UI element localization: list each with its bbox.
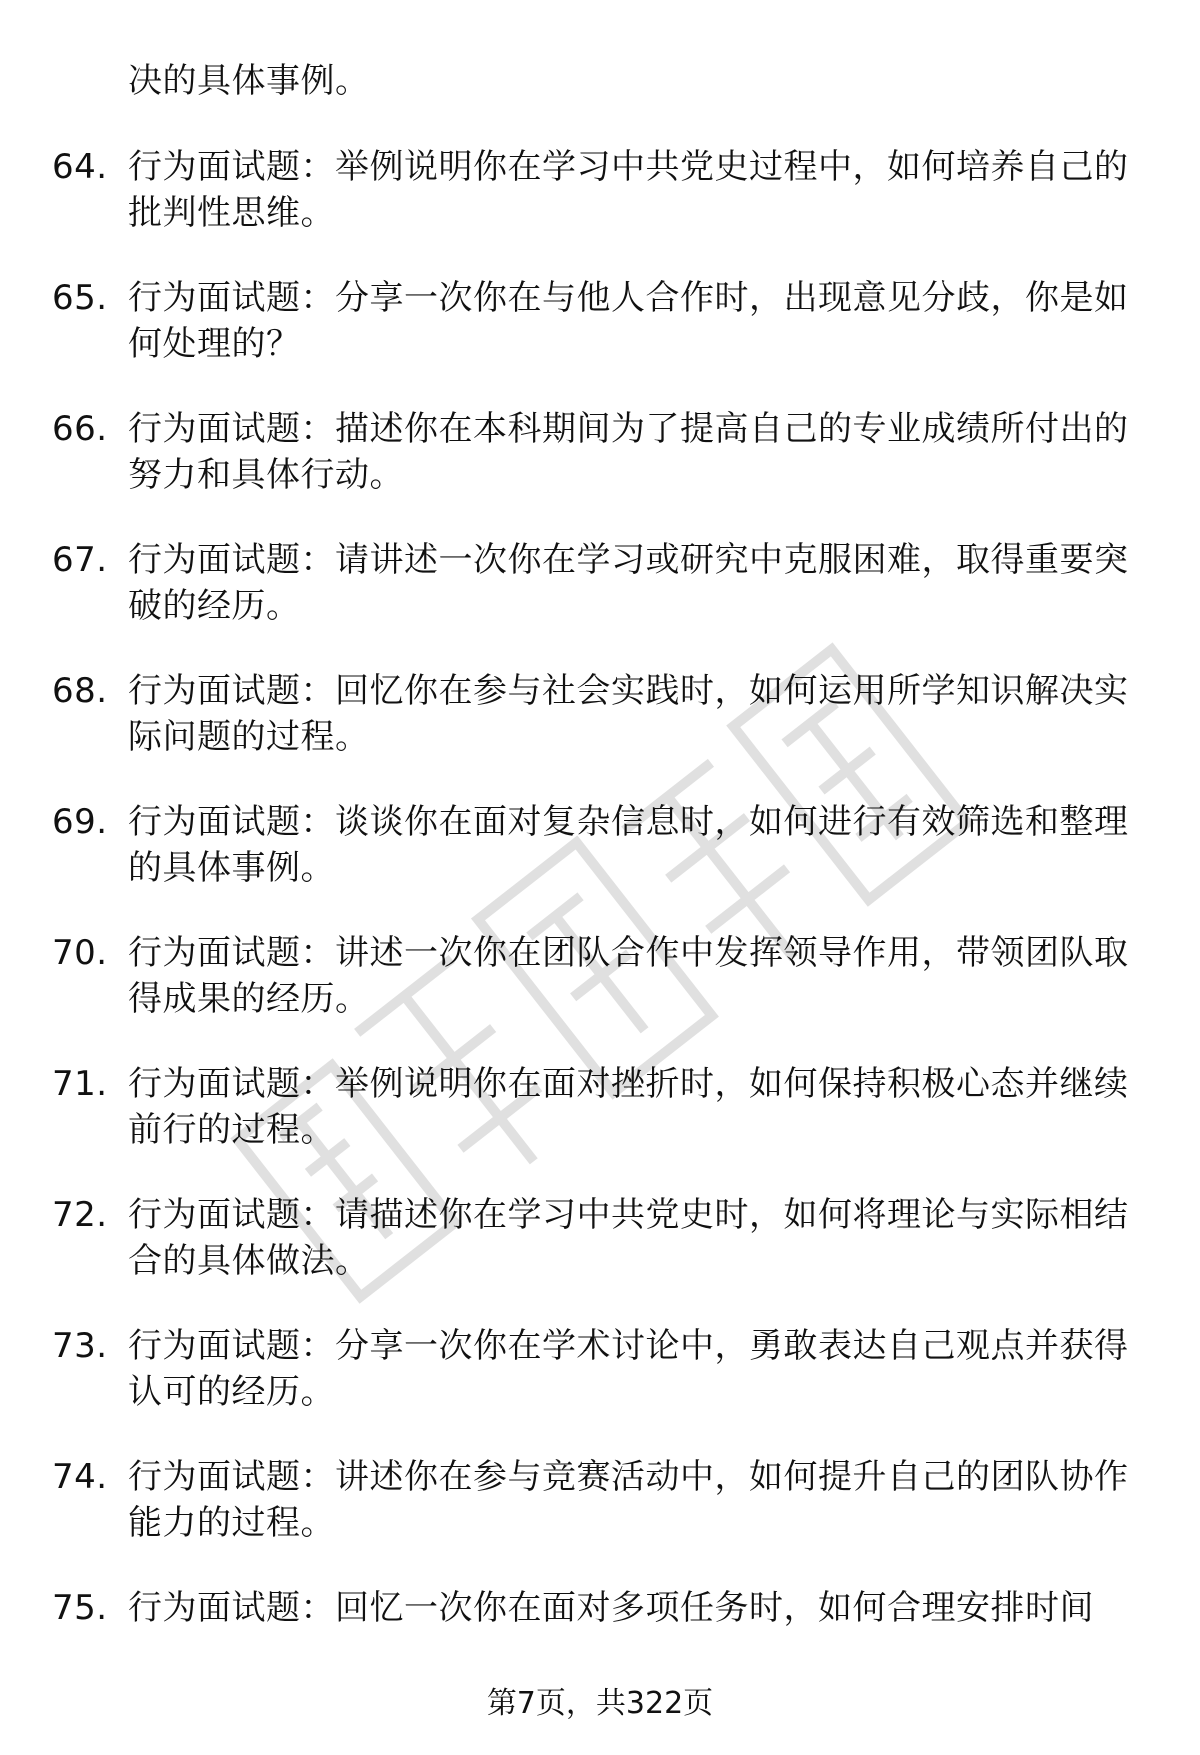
item-text: 行为面试题：分享一次你在学术讨论中，勇敢表达自己观点并获得认可的经历。: [128, 1326, 1129, 1412]
item-number: 73.: [52, 1326, 108, 1366]
item-number: 75.: [52, 1588, 108, 1628]
list-item: [52, 799, 1142, 888]
page-footer: 第7页，共322页: [486, 1686, 714, 1721]
item-text: 行为面试题：举例说明你在学习中共党史过程中，如何培养自己的批判性思维。: [128, 147, 1129, 233]
item-text: 行为面试题：回忆你在参与社会实践时，如何运用所学知识解决实际问题的过程。: [128, 671, 1129, 757]
list-item: [52, 275, 1142, 364]
item-number: 72.: [52, 1195, 108, 1235]
item-text: 行为面试题：分享一次你在与他人合作时，出现意见分歧，你是如何处理的？: [128, 278, 1129, 364]
item-number: 69.: [52, 802, 108, 842]
item-text: 行为面试题：讲述一次你在团队合作中发挥领导作用，带领团队取得成果的经历。: [128, 933, 1129, 1019]
list-item: [52, 930, 1142, 1019]
item-number: 67.: [52, 540, 108, 580]
item-number: 65.: [52, 278, 108, 318]
list-item: [52, 1061, 1142, 1150]
item-number: 66.: [52, 409, 108, 449]
item-text: 行为面试题：谈谈你在面对复杂信息时，如何进行有效筛选和整理的具体事例。: [128, 802, 1129, 888]
list-item: [52, 1323, 1142, 1412]
item-number: 68.: [52, 671, 108, 711]
item-number: 70.: [52, 933, 108, 973]
item-text: 行为面试题：请描述你在学习中共党史时，如何将理论与实际相结合的具体做法。: [128, 1195, 1129, 1281]
continued-text: 决的具体事例。: [128, 61, 370, 101]
item-number: 71.: [52, 1064, 108, 1104]
list-item: [52, 1192, 1142, 1281]
question-list: [52, 144, 1142, 1716]
list-item: [52, 406, 1142, 495]
list-item: [52, 144, 1142, 233]
list-item: [52, 1585, 1142, 1671]
item-text: 行为面试题：举例说明你在面对挫折时，如何保持积极心态并继续前行的过程。: [128, 1064, 1129, 1150]
item-number: 64.: [52, 147, 108, 187]
item-text: 行为面试题：讲述你在参与竞赛活动中，如何提升自己的团队协作能力的过程。: [128, 1457, 1129, 1543]
item-text: 行为面试题：描述你在本科期间为了提高自己的专业成绩所付出的努力和具体行动。: [128, 409, 1129, 495]
list-item: [52, 668, 1142, 757]
item-number: 74.: [52, 1457, 108, 1497]
list-item: [52, 537, 1142, 626]
list-item: [52, 1454, 1142, 1543]
item-text: 行为面试题：请讲述一次你在学习或研究中克服困难，取得重要突破的经历。: [128, 540, 1129, 626]
item-text: 行为面试题：回忆一次你在面对多项任务时，如何合理安排时间: [128, 1588, 1094, 1628]
